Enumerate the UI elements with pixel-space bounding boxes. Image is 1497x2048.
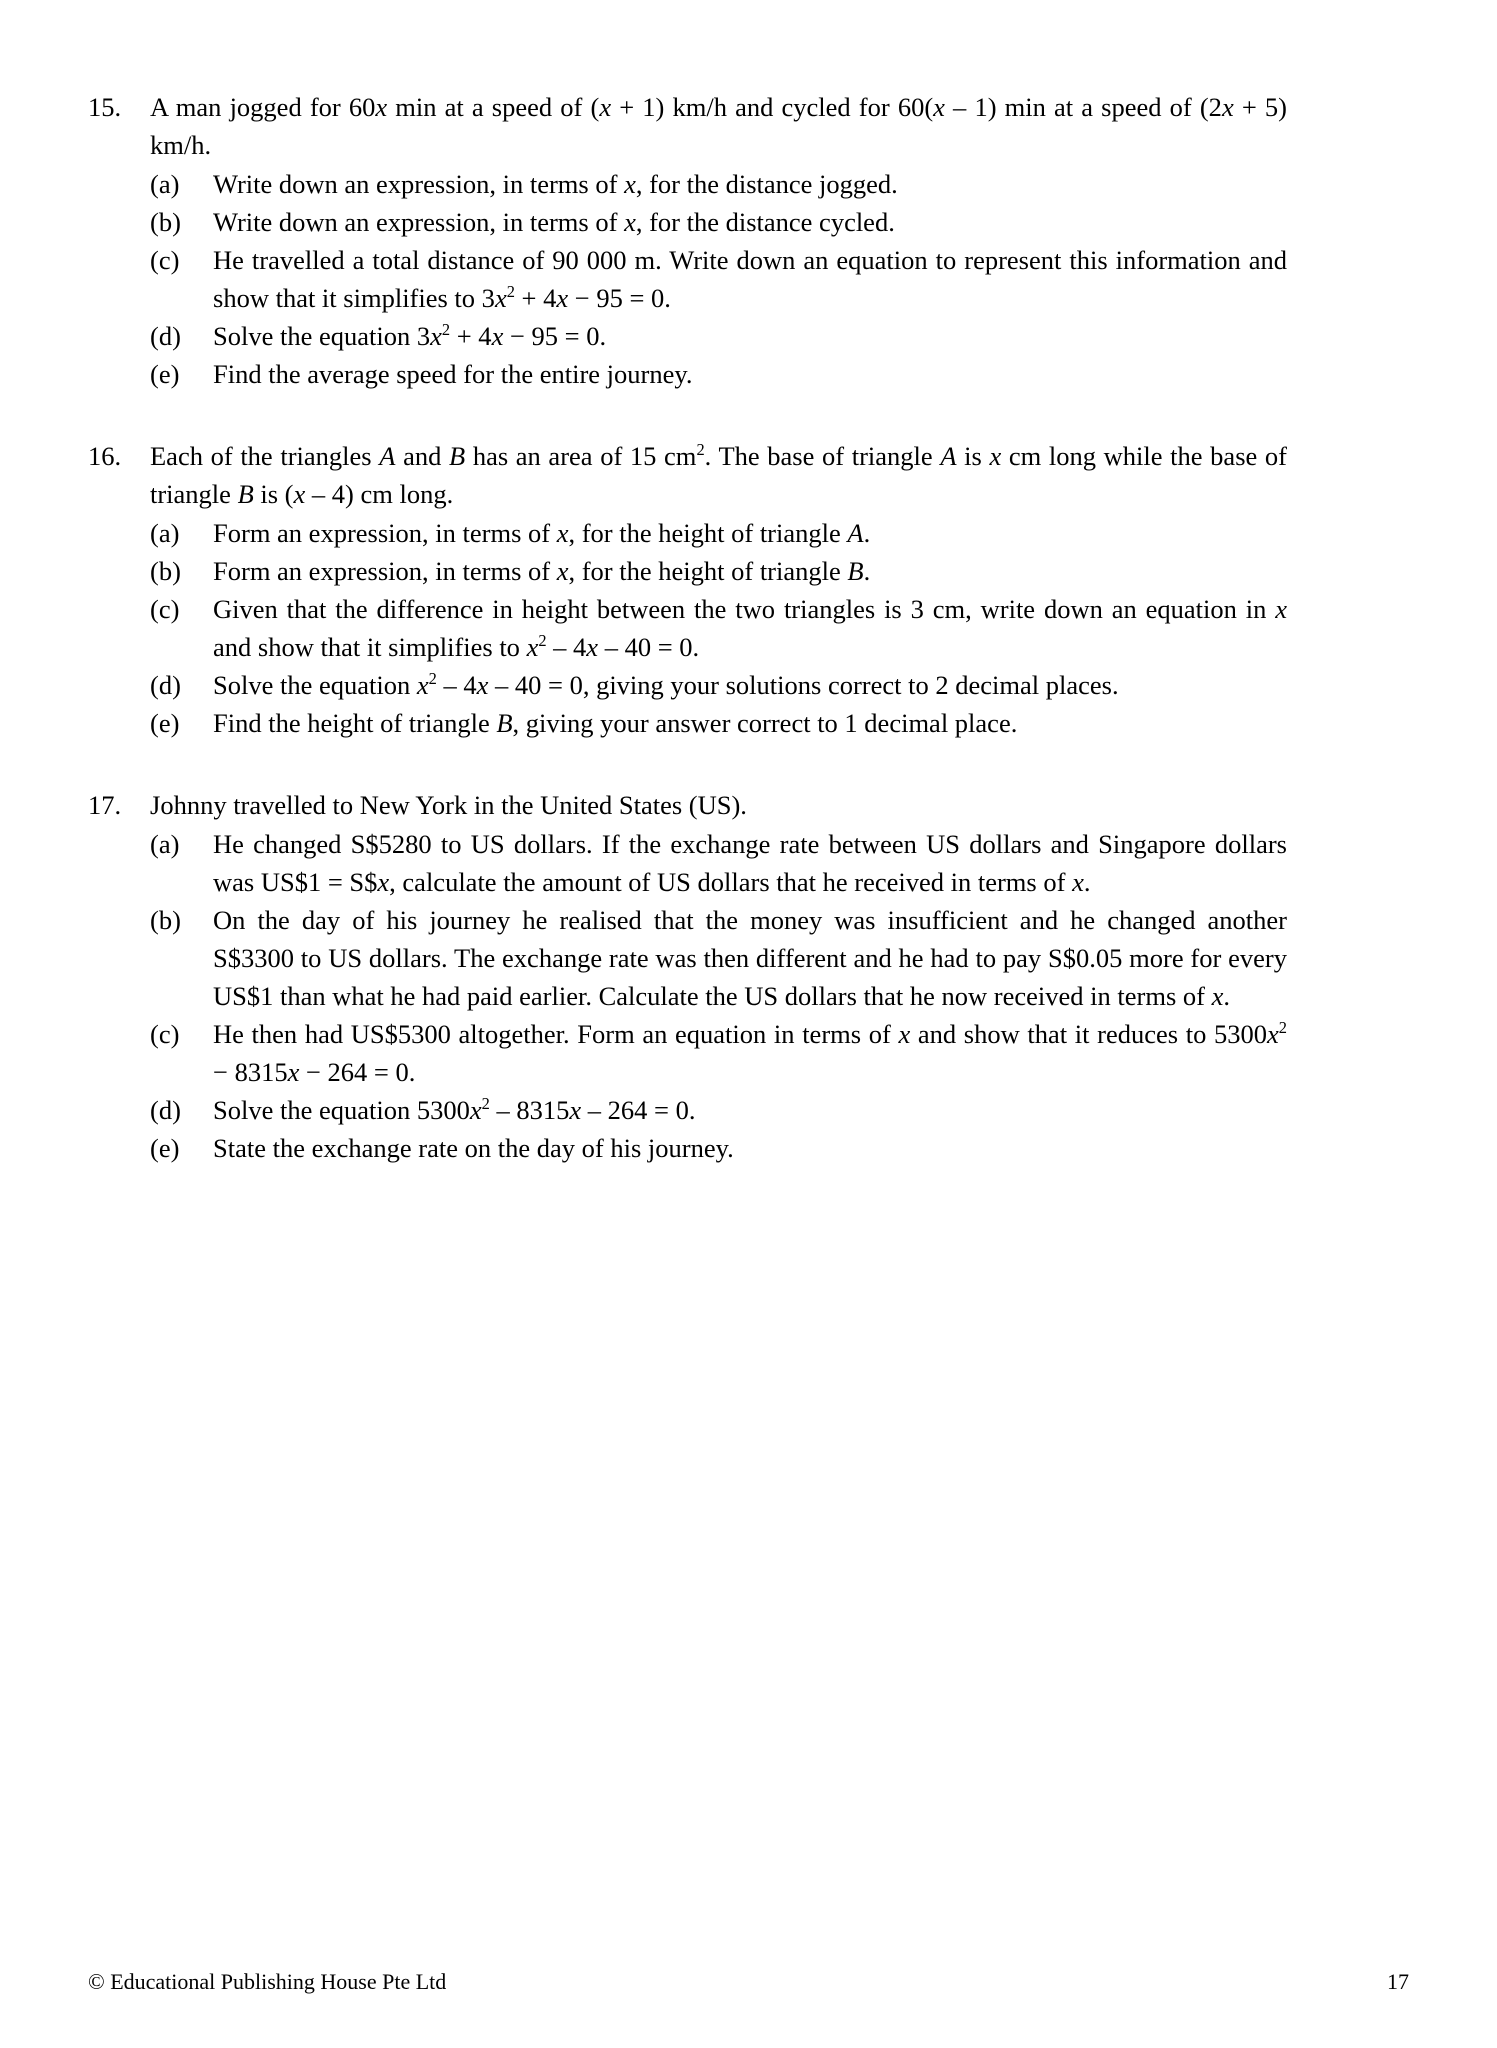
part-label: (a)	[150, 829, 180, 859]
part-label: (c)	[150, 594, 180, 624]
question-17-number: 17.	[88, 790, 122, 820]
part-text: He then had US$5300 altogether. Form an equation in terms of x and show that it reduces to $5300x^2 - 8315x - 264 = 0$.	[213, 1018, 1287, 1087]
question-17-stem: Johnny travelled to New York in the United States (US).	[150, 790, 747, 820]
part-text: He travelled a total distance of 90 000 m. Write down an equation to represent this information and show that it simplifies to $3x^2 + 4x - 95 = 0$.	[213, 245, 1287, 313]
question-17-header	[88, 786, 1287, 824]
question-15-part-b	[150, 203, 1287, 241]
part-text: He changed S$5280 to US dollars. If the exchange rate between US dollars and Singapore dollars was US$1 = S$x, calculate the amount of US dollars that he received in terms of x.	[213, 829, 1287, 897]
question-15-part-d	[150, 317, 1287, 355]
part-text: Solve the equation $3x^2 + 4x - 95 = 0$.	[213, 320, 607, 351]
part-label: (b)	[150, 207, 181, 237]
part-label: (b)	[150, 905, 181, 935]
part-label: (d)	[150, 1095, 181, 1125]
part-text: Find the average speed for the entire journey.	[213, 359, 693, 389]
question-17	[88, 786, 1287, 1167]
question-16-part-c	[150, 590, 1287, 666]
part-text: Solve the equation $x^2 - 4x - 40 = 0$, giving your solutions correct to 2 decimal places.	[213, 669, 1119, 700]
question-16-part-e	[150, 704, 1287, 742]
part-text: Write down an expression, in terms of x, for the distance cycled.	[213, 207, 895, 237]
question-15-part-c	[150, 241, 1287, 317]
part-label: (e)	[150, 359, 180, 389]
part-label: (b)	[150, 556, 181, 586]
question-15-part-e	[150, 355, 1287, 393]
question-16-part-a	[150, 514, 1287, 552]
question-15-part-a	[150, 165, 1287, 203]
part-text: On the day of his journey he realised that the money was insufficient and he changed another S$3300 to US dollars. The exchange rate was then different and he had to pay S$0.05 more for every US$1 than what he had paid earlier. Calculate the US dollars that he now received in terms of x.	[213, 905, 1287, 1011]
question-15-stem: A man jogged for 60x min at a speed of (x + 1) km/h and cycled for 60(x – 1) min at a speed of (2x + 5) km/h.	[150, 92, 1287, 160]
part-label: (c)	[150, 1019, 180, 1049]
question-16	[88, 437, 1287, 742]
question-16-header	[88, 437, 1287, 513]
question-16-part-d	[150, 666, 1287, 704]
part-label: (e)	[150, 1133, 180, 1163]
question-16-parts	[150, 514, 1287, 742]
question-16-stem: Each of the triangles A and B has an area of 15 $cm^2$. The base of triangle A is x cm long while the base of triangle B is (x – 4) cm long.	[150, 440, 1287, 509]
question-17-part-d	[150, 1091, 1287, 1129]
question-17-part-a	[150, 825, 1287, 901]
part-label: (a)	[150, 518, 180, 548]
question-15-parts	[150, 165, 1287, 393]
page-footer	[88, 1968, 1409, 1996]
question-15-header	[88, 88, 1287, 164]
question-17-parts	[150, 825, 1287, 1167]
question-17-part-e	[150, 1129, 1287, 1167]
question-15-number: 15.	[88, 92, 122, 122]
part-label: (e)	[150, 708, 180, 738]
part-label: (d)	[150, 670, 181, 700]
part-text: Form an expression, in terms of x, for the height of triangle B.	[213, 556, 871, 586]
part-text: State the exchange rate on the day of his journey.	[213, 1133, 734, 1163]
part-label: (a)	[150, 169, 180, 199]
part-label: (d)	[150, 321, 181, 351]
footer-copyright: © Educational Publishing House Pte Ltd	[88, 1969, 447, 1994]
question-15	[88, 88, 1287, 393]
part-text: Write down an expression, in terms of x, for the distance jogged.	[213, 169, 898, 199]
part-text: Given that the difference in height between the two triangles is 3 cm, write down an equation in x and show that it simplifies to $x^2 - 4x - 40 = 0$.	[213, 594, 1287, 662]
question-17-part-c	[150, 1015, 1287, 1091]
part-text: Form an expression, in terms of x, for the height of triangle A.	[213, 518, 871, 548]
part-text: Find the height of triangle B, giving your answer correct to 1 decimal place.	[213, 708, 1018, 738]
question-17-part-b	[150, 901, 1287, 1015]
question-16-number: 16.	[88, 441, 122, 471]
question-16-part-b	[150, 552, 1287, 590]
part-text: Solve the equation $5300x^2 - 8315x - 264 = 0$.	[213, 1094, 696, 1125]
part-label: (c)	[150, 245, 180, 275]
footer-page-number: 17	[1387, 1969, 1409, 1994]
